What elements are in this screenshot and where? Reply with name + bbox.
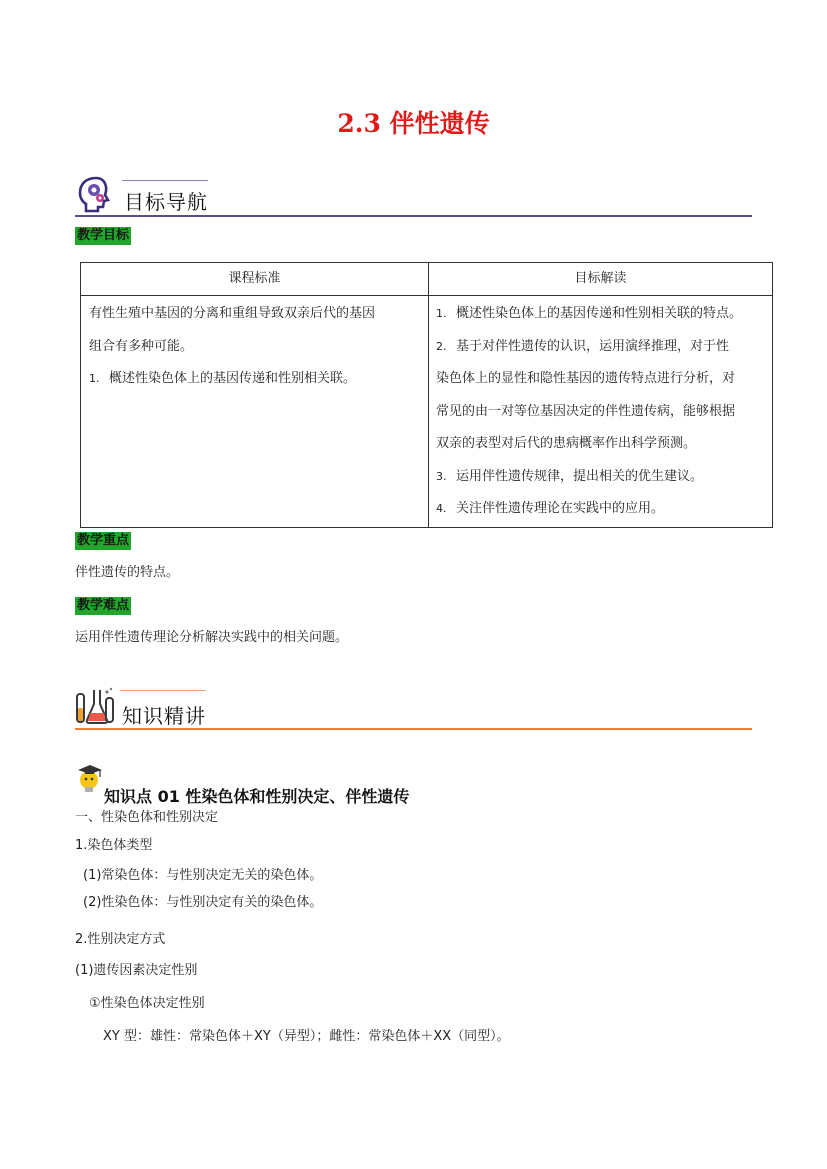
item-number: 1. (89, 372, 100, 385)
col-header-interpretation: 目标解读 (429, 263, 773, 296)
kp-line: XY 型：雄性：常染色体＋XY（异型）；雌性：常染色体＋XX（同型）。 (103, 1029, 510, 1044)
difficulty-text: 运用伴性遗传理论分析解决实践中的相关问题。 (75, 630, 349, 645)
standard-line: 有性生殖中基因的分离和重组导致双亲后代的基因 (89, 306, 376, 321)
interp-line: 常见的由一对等位基因决定的伴性遗传病，能够根据 (436, 403, 736, 419)
standard-line: 组合有多种可能。 (89, 338, 194, 354)
interp-line: 1. 概述性染色体上的基因传递和性别相关联的特点。 (436, 306, 743, 321)
col-header-standard: 课程标准 (81, 263, 429, 296)
interpretation-cell (429, 296, 773, 528)
flask-icon (74, 686, 116, 726)
key-point-tag: 教学重点 (77, 533, 130, 548)
interp-line: 染色体上的显性和隐性基因的遗传特点进行分析，对 (436, 371, 736, 386)
section-divider (75, 215, 752, 217)
kp-line: ①性染色体决定性别 (89, 996, 205, 1011)
kp-line: 2.性别决定方式 (75, 932, 166, 947)
heading-top-rule (120, 690, 206, 691)
standard-cell (81, 296, 429, 528)
interp-line: 4. 关注伴性遗传理论在实践中的应用。 (436, 501, 665, 516)
heading-top-rule (122, 180, 208, 181)
teaching-goal-tag: 教学目标 (77, 228, 130, 243)
key-point-text: 伴性遗传的特点。 (75, 565, 180, 580)
standard-item (82, 363, 427, 396)
brain-gear-icon (76, 174, 116, 214)
kp-line: (1)遗传因素决定性别 (75, 963, 198, 978)
difficulty-tag: 教学难点 (77, 598, 130, 613)
interp-line: 2. 基于对伴性遗传的认识，运用演绎推理，对于性 (436, 338, 730, 354)
kp-line: (2)性染色体：与性别决定有关的染色体。 (83, 895, 323, 910)
goals-table (80, 262, 773, 528)
kp-line: 一、性染色体和性别决定 (75, 810, 219, 825)
kp-line: (1)常染色体：与性别决定无关的染色体。 (83, 868, 323, 883)
section-heading-knowledge: 知识精讲 (122, 704, 206, 728)
interp-line: 3. 运用伴性遗传规律，提出相关的优生建议。 (436, 468, 704, 484)
section-heading-goals: 目标导航 (124, 190, 208, 214)
knowledge-point-title: 知识点 01 性染色体和性别决定、伴性遗传 (104, 787, 410, 806)
section-divider (75, 728, 752, 730)
interp-line: 双亲的表型对后代的患病概率作出科学预测。 (436, 436, 697, 451)
lightbulb-graduate-icon (76, 762, 104, 794)
page-title: 2.3 伴性遗传 (337, 109, 490, 138)
kp-line: 1.染色体类型 (75, 838, 153, 853)
item-text: 概述性染色体上的基因传递和性别相关联。 (109, 371, 357, 386)
